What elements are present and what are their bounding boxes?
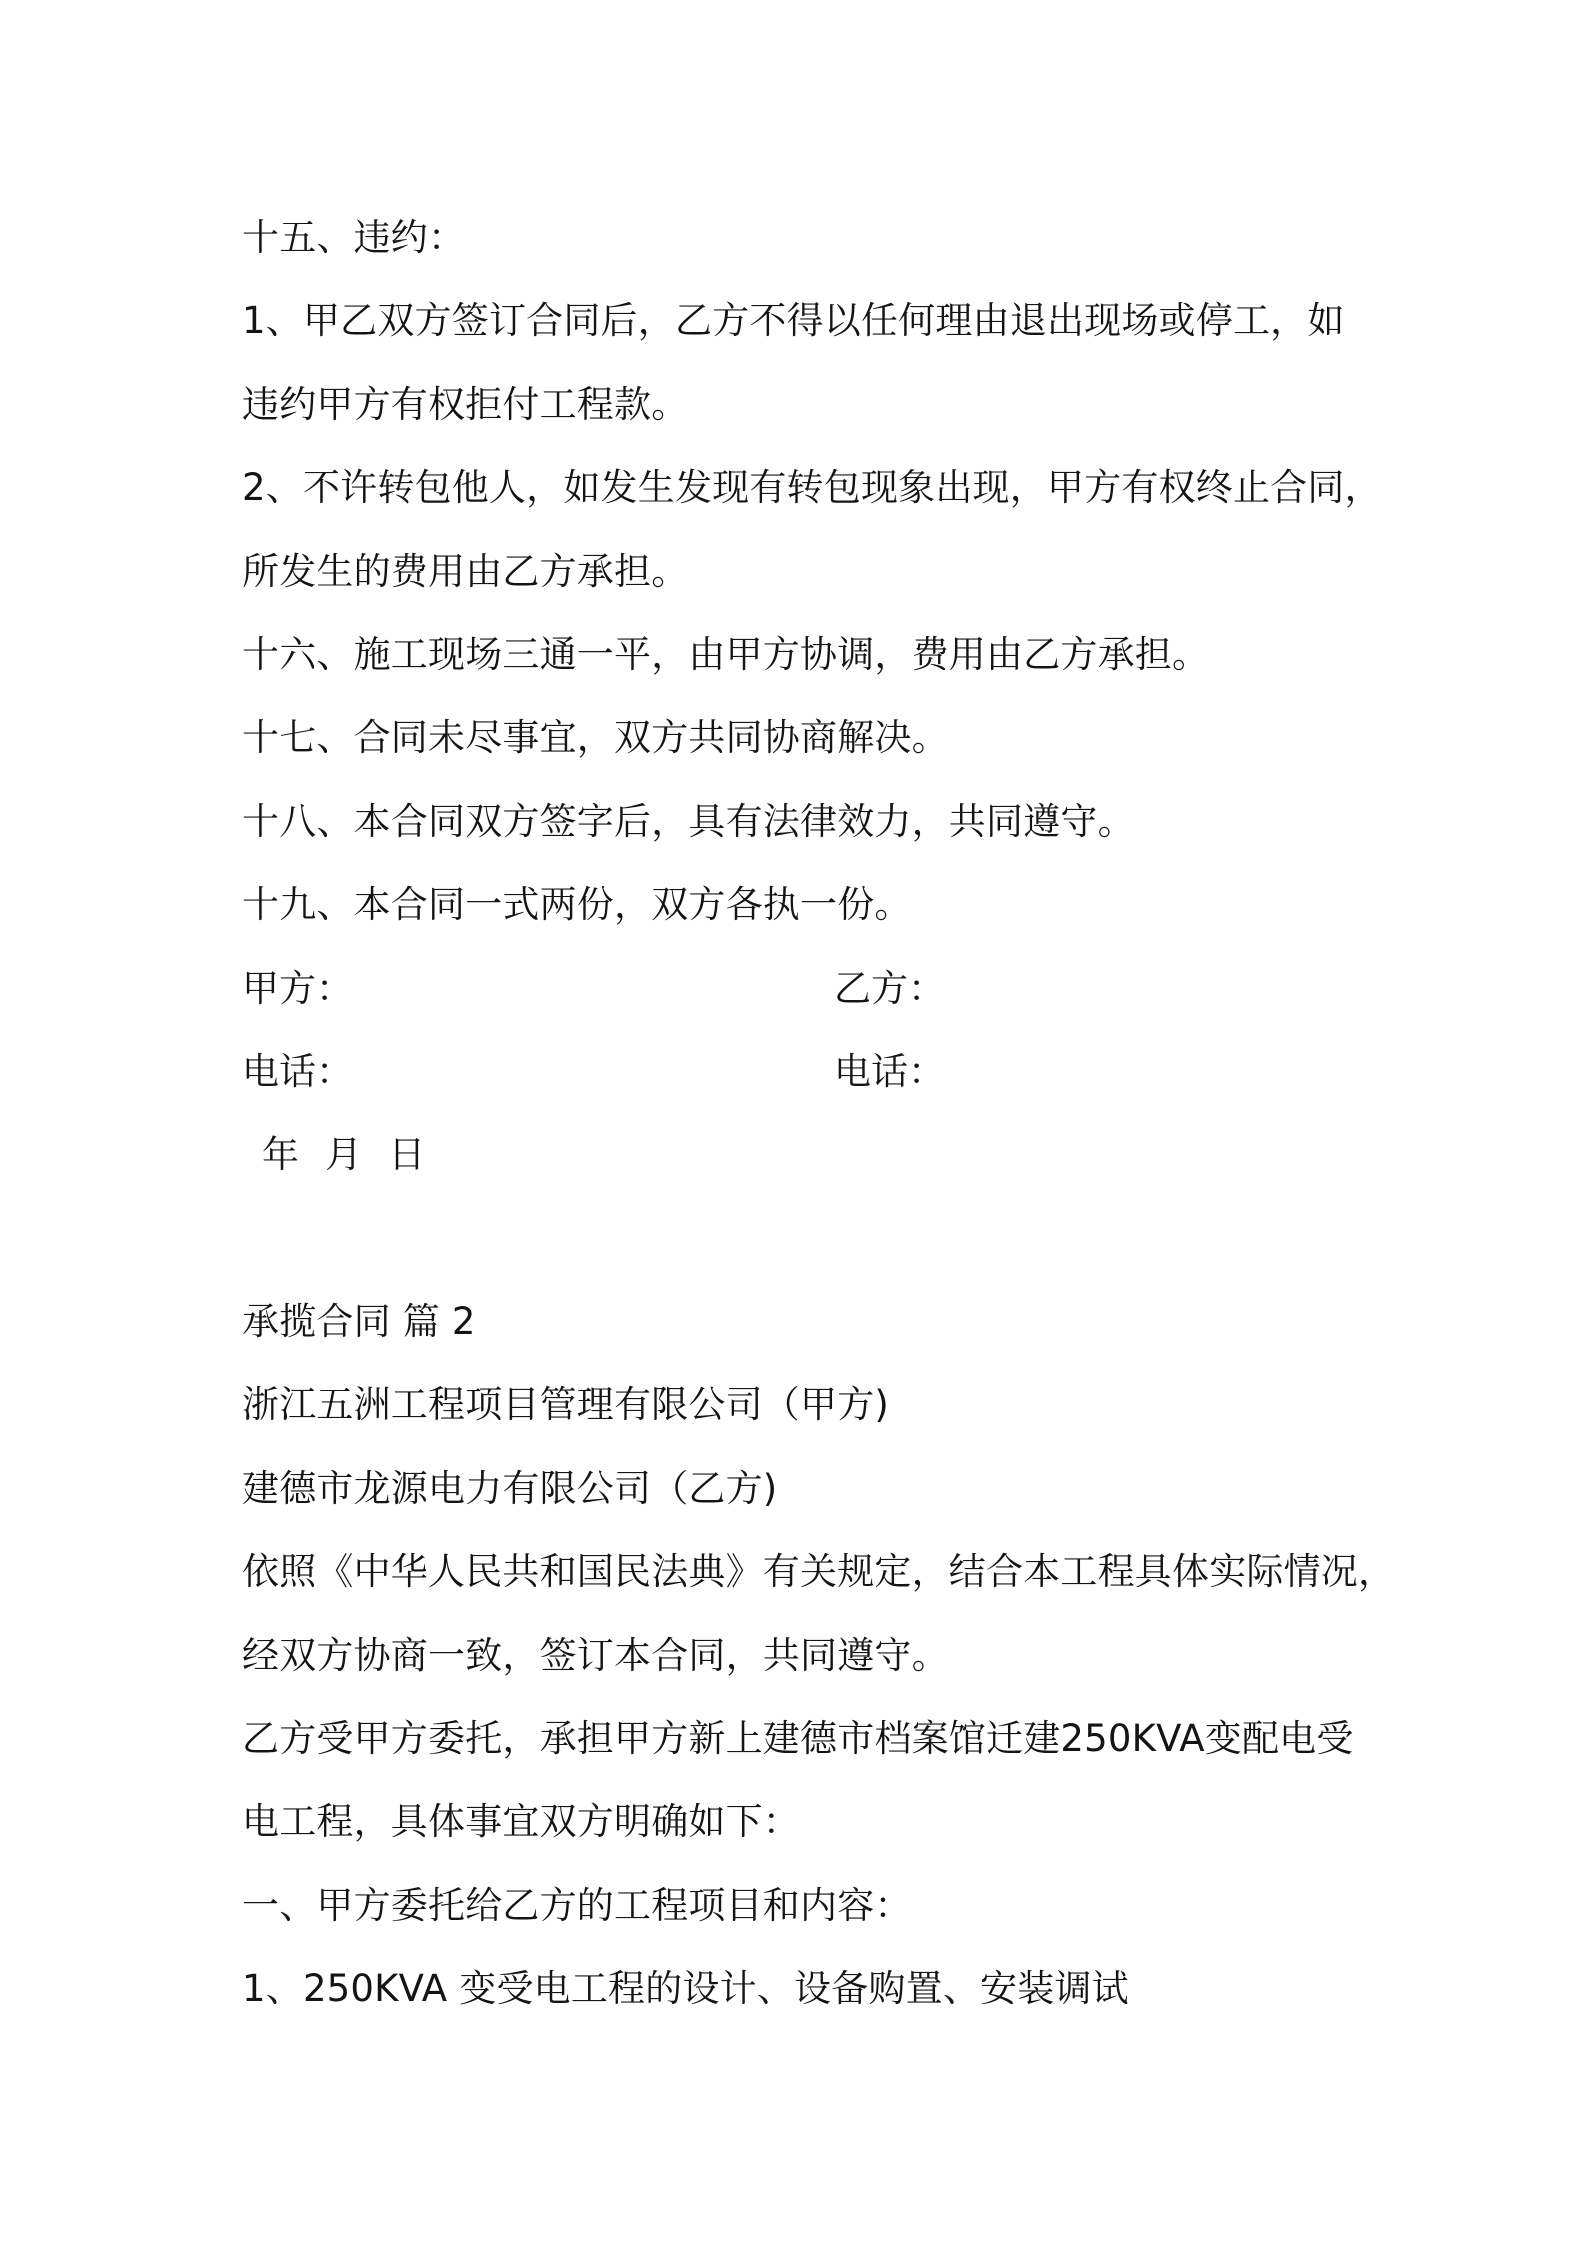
party-a-phone-label: 电话：: [242, 1049, 353, 1093]
signature-row: [242, 947, 1402, 1030]
party-b-signature-label: 乙方：: [834, 966, 945, 1010]
contract-2-heading: 承揽合同 篇 2: [242, 1300, 476, 1344]
section-19: 十九、本合同一式两份，双方各执一份。: [242, 883, 912, 927]
item-1-1: 1、250KVA 变受电工程的设计、设备购置、安装调试: [242, 1967, 1129, 2011]
section-15-title: 十五、违约：: [242, 216, 466, 259]
party-b-phone-label: 电话：: [834, 1049, 945, 1093]
entrust-line-1: 乙方受甲方委托，承担甲方新上建德市档案馆迁建250KVA变配电受: [242, 1717, 1354, 1761]
item-1-title: 一、甲方委托给乙方的工程项目和内容：: [242, 1883, 912, 1927]
section-18: 十八、本合同双方签字后，具有法律效力，共同遵守。: [242, 799, 1135, 843]
intro-line-1: 依照《中华人民共和国民法典》有关规定，结合本工程具体实际情况，: [242, 1550, 1396, 1594]
section-15-clause-2-line-2: 所发生的费用由乙方承担。: [242, 549, 689, 593]
spacer: [242, 1197, 1402, 1280]
section-15-clause-2-line-1: 2、不许转包他人，如发生发现有转包现象出现，甲方有权终止合同，: [242, 466, 1382, 510]
section-17: 十七、合同未尽事宜，双方共同协商解决。: [242, 716, 949, 760]
entrust-line-2: 电工程，具体事宜双方明确如下：: [242, 1800, 800, 1844]
party-a-signature-label: 甲方：: [242, 966, 353, 1010]
section-15-clause-1-line-1: 1、甲乙双方签订合同后，乙方不得以任何理由退出现场或停工，如: [242, 299, 1345, 343]
party-a-name: 浙江五洲工程项目管理有限公司（甲方): [242, 1383, 890, 1427]
section-15-clause-1-line-2: 违约甲方有权拒付工程款。: [242, 382, 689, 426]
phone-row: [242, 1030, 1402, 1113]
intro-line-2: 经双方协商一致，签订本合同，共同遵守。: [242, 1633, 949, 1677]
section-16: 十六、施工现场三通一平，由甲方协调，费用由乙方承担。: [242, 632, 1210, 676]
party-b-name: 建德市龙源电力有限公司（乙方): [242, 1466, 778, 1510]
date-line: 年 月 日: [262, 1133, 426, 1177]
document-body: [242, 196, 1402, 2031]
